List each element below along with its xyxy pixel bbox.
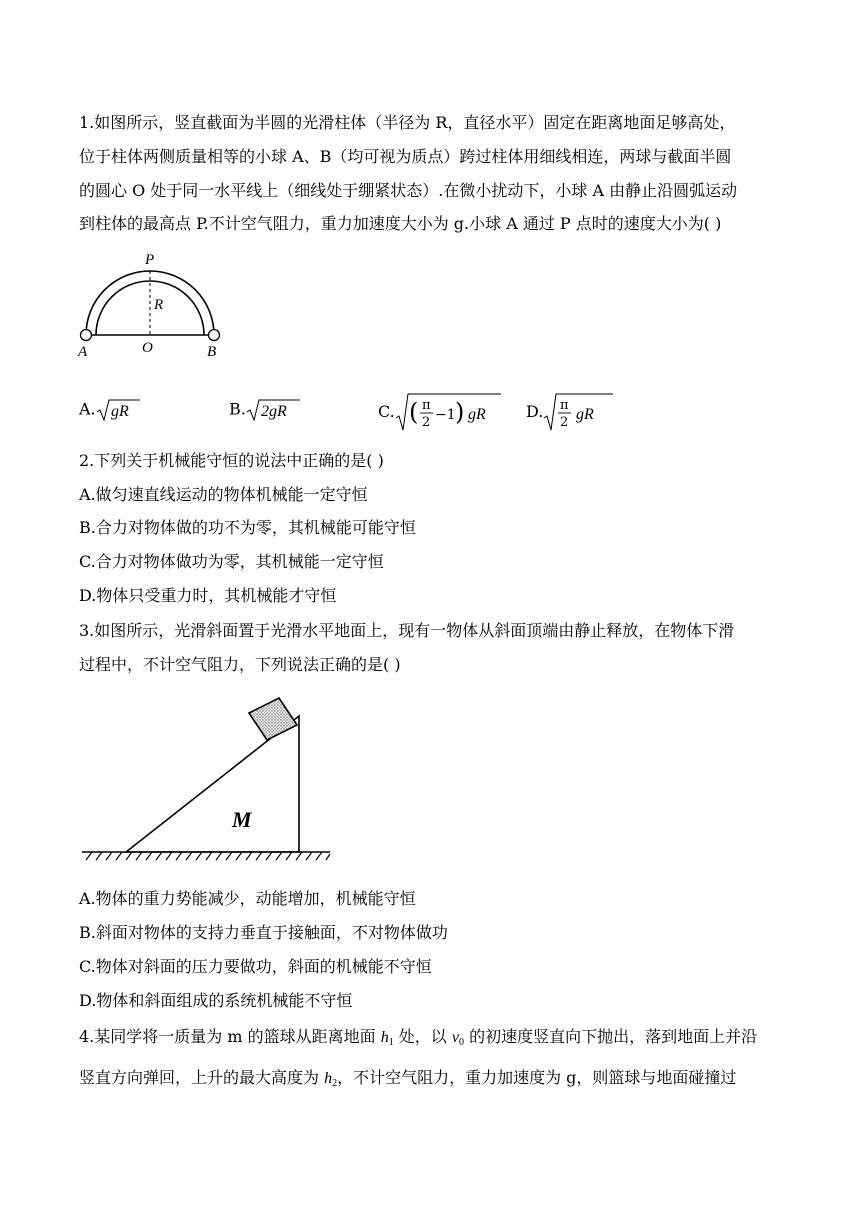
option-a-prefix: A. bbox=[79, 399, 96, 419]
q4-line-2 bbox=[79, 1068, 736, 1094]
q4-l1-part-c: 的初速度竖直向下抛出，落到地面上并沿 bbox=[464, 1027, 758, 1046]
option-d-formula bbox=[543, 392, 613, 432]
q4-l2-part-a: 竖直方向弹回，上升的最大高度为 bbox=[79, 1068, 325, 1087]
option-c-prefix: C. bbox=[378, 402, 395, 421]
svg-text:(: ( bbox=[408, 398, 419, 426]
q1-option-d bbox=[526, 392, 613, 432]
h2-symbol: $h_2$ bbox=[324, 1070, 338, 1089]
option-b-prefix: B. bbox=[229, 399, 246, 419]
q3-option-b: B.斜面对物体的支持力垂直于接触面，不对物体做功 bbox=[79, 923, 448, 942]
q3-option-a: A.物体的重力势能减少，动能增加，机械能守恒 bbox=[79, 889, 416, 908]
option-c-tail: gR bbox=[467, 406, 486, 423]
option-c-formula bbox=[395, 392, 501, 432]
option-d-prefix: D. bbox=[526, 402, 544, 421]
q4-l2-part-b: ，不计空气阻力，重力加速度为 g，则篮球与地面碰撞过 bbox=[337, 1068, 737, 1087]
option-a-expr: gR bbox=[110, 403, 129, 420]
option-c-den: 2 bbox=[421, 415, 431, 430]
q1-option-a bbox=[79, 398, 140, 422]
label-o: O bbox=[142, 340, 153, 356]
q2-option-c: C.合力对物体做功为零，其机械能一定守恒 bbox=[79, 552, 384, 571]
q1-line-3: 的圆心 O 处于同一水平线上（细线处于绷紧状态）.在微小扰动下，小球 A 由静止沿圆弧运动 bbox=[79, 181, 738, 200]
label-m: M bbox=[232, 807, 252, 832]
q1-line-2: 位于柱体两侧质量相等的小球 A、B（均可视为质点）跨过柱体用细线相连，两球与截面半圆 bbox=[79, 147, 732, 166]
q3-option-d: D.物体和斜面组成的系统机械能不守恒 bbox=[79, 991, 353, 1010]
q2-option-b: B.合力对物体做的功不为零，其机械能可能守恒 bbox=[79, 518, 416, 537]
inclined-plane-figure bbox=[82, 686, 334, 862]
q2-option-a: A.做匀速直线运动的物体机械能一定守恒 bbox=[79, 485, 368, 504]
v0-symbol: $v_0$ bbox=[451, 1029, 464, 1048]
option-d-den: 2 bbox=[560, 415, 569, 430]
q4-l1-part-b: 处，以 bbox=[393, 1027, 452, 1046]
sqrt-symbol bbox=[96, 398, 140, 422]
label-r: R bbox=[154, 297, 164, 313]
sqrt-symbol bbox=[246, 398, 300, 422]
option-d-num: π bbox=[560, 398, 569, 413]
h1-symbol: $h_1$ bbox=[380, 1029, 394, 1048]
label-b: B bbox=[207, 344, 217, 360]
label-p: P bbox=[145, 252, 155, 268]
q3-option-c: C.物体对斜面的压力要做功，斜面的机械能不守恒 bbox=[79, 957, 432, 976]
q1-line-4: 到柱体的最高点 P.不计空气阻力，重力加速度大小为 g.小球 A 通过 P 点时的速度大小为( ) bbox=[79, 214, 722, 233]
q4-l1-part-a: 4.某同学将一质量为 m 的篮球从距离地面 bbox=[79, 1027, 381, 1046]
q2-option-d: D.物体只受重力时，其机械能才守恒 bbox=[79, 586, 337, 605]
option-c-num: π bbox=[421, 398, 431, 413]
label-a: A bbox=[78, 344, 88, 360]
semicircle-cylinder-figure bbox=[74, 246, 234, 362]
option-c-mid: −1 bbox=[434, 407, 456, 423]
q1-option-c bbox=[378, 392, 501, 432]
q1-option-b bbox=[229, 398, 300, 422]
option-b-expr: 2gR bbox=[260, 403, 287, 420]
ball-b bbox=[209, 330, 220, 341]
q1-line-1: 1.如图所示，竖直截面为半圆的光滑柱体（半径为 R，直径水平）固定在距离地面足够高处， bbox=[79, 113, 736, 132]
q3-line-2: 过程中，不计空气阻力，下列说法正确的是( ) bbox=[79, 655, 401, 674]
svg-text:): ) bbox=[454, 398, 465, 426]
ball-a bbox=[81, 330, 92, 341]
q4-line-1 bbox=[79, 1027, 757, 1053]
option-d-tail: gR bbox=[576, 406, 595, 423]
q3-line-1: 3.如图所示，光滑斜面置于光滑水平地面上，现有一物体从斜面顶端由静止释放，在物体下滑 bbox=[79, 621, 735, 640]
q2-stem: 2.下列关于机械能守恒的说法中正确的是( ) bbox=[79, 451, 384, 470]
